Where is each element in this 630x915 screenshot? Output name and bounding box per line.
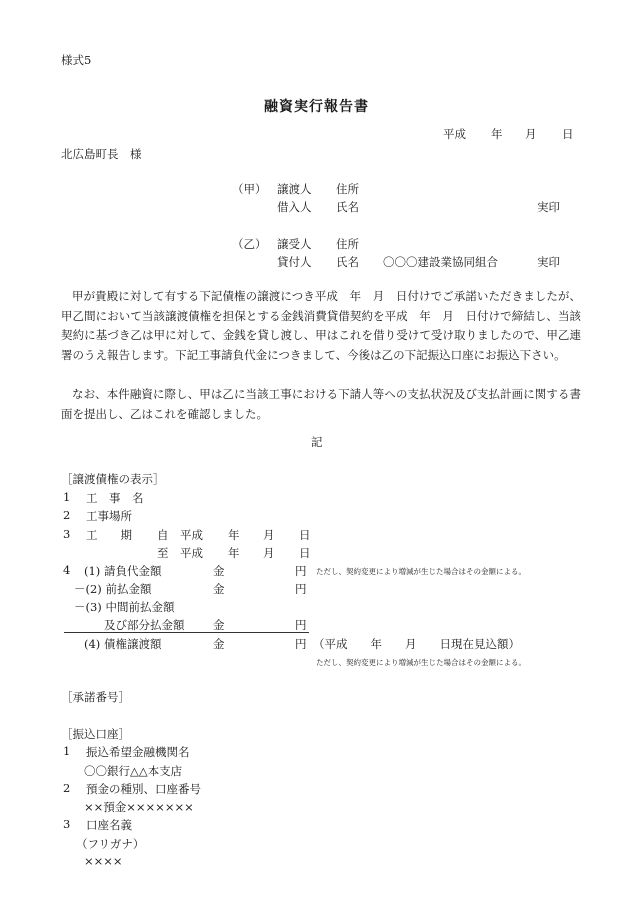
item-2-label: 工事場所 xyxy=(86,509,132,523)
account-2-number: 2 xyxy=(63,781,71,795)
ki-mark: 記 xyxy=(311,435,323,449)
advance-label: －(2) 前払金額 xyxy=(74,582,152,596)
period-from-day: 日 xyxy=(299,528,311,542)
date-year: 年 xyxy=(491,127,503,141)
party-b-mark: （乙） xyxy=(232,237,267,251)
item-1-label: 工 事 名 xyxy=(86,491,144,505)
date-day: 日 xyxy=(562,127,574,141)
period-to-year: 年 xyxy=(228,546,240,560)
assigned-change-note: ただし、契約変更により増減が生じた場合はその金額による。 xyxy=(316,658,526,667)
item-2-number: 2 xyxy=(63,508,71,522)
party-b-name: 〇〇〇建設業協同組合 xyxy=(383,255,498,269)
assigned-amount-kin: 金 xyxy=(213,637,225,651)
furigana-label: （フリガナ） xyxy=(76,837,145,851)
party-b-field2: 氏名 xyxy=(336,255,359,269)
party-b-role2: 貸付人 xyxy=(277,255,312,269)
party-b-seal: 実印 xyxy=(537,255,560,269)
item-3-label: 工 期 xyxy=(86,528,132,542)
party-b-field1: 住所 xyxy=(336,237,359,251)
date-era: 平成 xyxy=(443,127,466,141)
party-a-field1: 住所 xyxy=(336,182,359,196)
account-holder-label: 口座名義 xyxy=(86,818,132,832)
partial-payment-yen: 円 xyxy=(295,618,307,632)
period-to: 至 xyxy=(157,546,169,560)
account-type-value: ××預金××××××× xyxy=(84,800,194,814)
partial-payment-kin: 金 xyxy=(213,618,225,632)
body-paragraph-2: なお、本件融資に際し、甲は乙に当該工事における下請人等への支払状況及び支払計画に関する書面を提出し、乙はこれを確認しました。 xyxy=(61,387,581,421)
assigned-amount-label: (4) 債権譲渡額 xyxy=(84,637,162,651)
subtotal-rule xyxy=(64,632,309,633)
advance-kin: 金 xyxy=(213,582,225,596)
party-a-seal: 実印 xyxy=(537,200,560,214)
bank-name-value: 〇〇銀行△△本支店 xyxy=(84,764,183,778)
party-a-field2: 氏名 xyxy=(336,200,359,214)
estimate-date: （平成 年 月 日現在見込額） xyxy=(313,637,520,651)
advance-yen: 円 xyxy=(295,582,307,596)
bank-name-label: 振込希望金融機関名 xyxy=(86,745,190,759)
account-heading: ［振込口座］ xyxy=(61,727,130,741)
interim-advance-label: －(3) 中間前払金額 xyxy=(74,600,175,614)
contract-amount-yen: 円 xyxy=(295,564,307,578)
account-3-number: 3 xyxy=(63,817,71,831)
account-type-label: 預金の種別、口座番号 xyxy=(86,782,201,796)
partial-payment-label: 及び部分払金額 xyxy=(104,618,185,632)
form-number: 様式5 xyxy=(61,53,92,67)
party-a-role2: 借入人 xyxy=(277,200,312,214)
account-1-number: 1 xyxy=(63,744,71,758)
period-from-year: 年 xyxy=(228,528,240,542)
period-from-month: 月 xyxy=(263,528,275,542)
period-to-era: 平成 xyxy=(180,546,203,560)
period-from: 自 xyxy=(157,528,169,542)
claims-heading: ［譲渡債権の表示］ xyxy=(61,472,165,486)
contract-amount-label: (1) 請負代金額 xyxy=(84,564,162,578)
period-from-era: 平成 xyxy=(180,528,203,542)
item-4-number: 4 xyxy=(63,563,71,577)
period-to-month: 月 xyxy=(263,546,275,560)
item-3-number: 3 xyxy=(63,527,71,541)
contract-change-note: ただし、契約変更により増減が生じた場合はその金額による。 xyxy=(316,567,526,576)
party-b-role1: 譲受人 xyxy=(277,237,312,251)
body-paragraph-1: 甲が貴殿に対して有する下記債権の譲渡につき平成 年 月 日付けでご承諾いただきましたが、甲乙間において当該譲渡債権を担保とする金銭消費貸借契約を平成 年 月 日付けで締結し、当該契約に基づき乙は甲に対して、金銭を貸し渡し、甲はこれを借り受けて受け取りましたので、甲乙連署のうえ報告します。下記工事請負代金につきまして、今後は乙の下記振込口座にお振込下さい。 xyxy=(61,289,581,362)
date-month: 月 xyxy=(525,127,537,141)
document-title: 融資実行報告書 xyxy=(264,99,369,115)
addressee: 北広島町長 様 xyxy=(61,147,142,161)
account-holder-value: ×××× xyxy=(84,854,123,868)
item-1-number: 1 xyxy=(63,490,71,504)
approval-heading: ［承諾番号］ xyxy=(61,690,130,704)
period-to-day: 日 xyxy=(299,546,311,560)
assigned-amount-yen: 円 xyxy=(295,637,307,651)
party-a-mark: （甲） xyxy=(232,182,267,196)
party-a-role1: 譲渡人 xyxy=(277,182,312,196)
contract-amount-kin: 金 xyxy=(213,564,225,578)
